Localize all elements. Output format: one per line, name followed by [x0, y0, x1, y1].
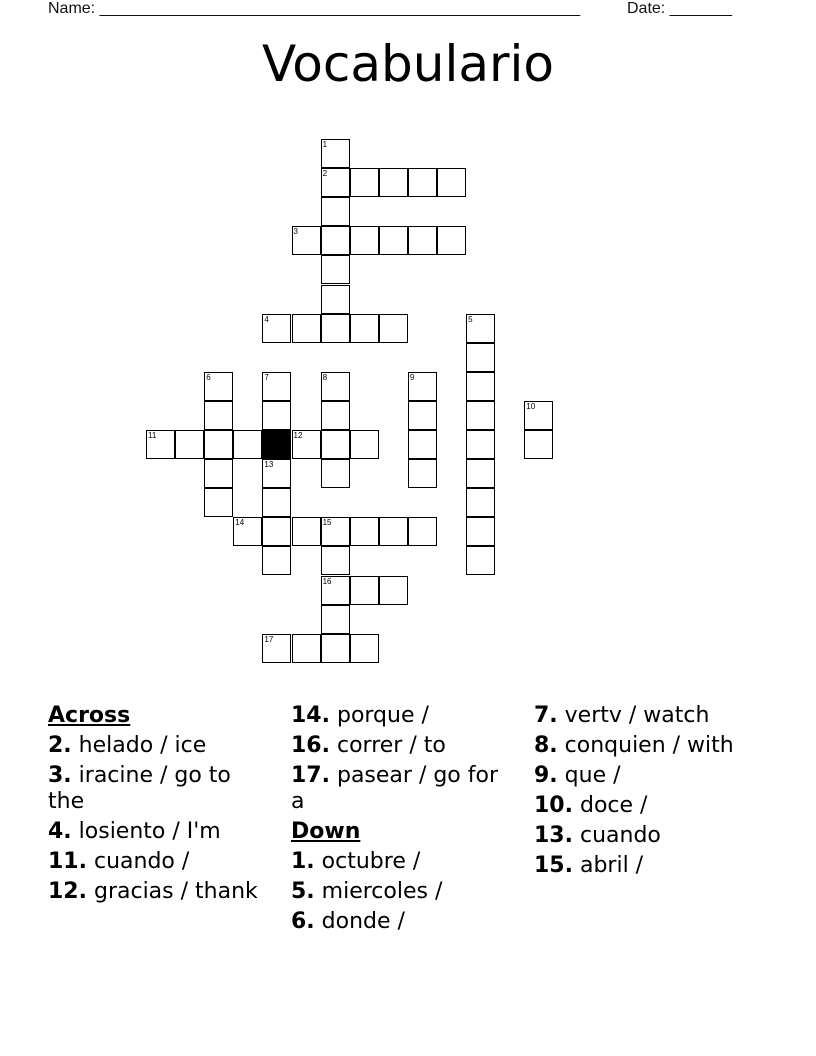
crossword-cell[interactable]	[466, 430, 495, 459]
clue-number: 2	[322, 169, 328, 179]
clues-column-2	[291, 703, 513, 939]
clue-text: donde /	[314, 909, 405, 934]
crossword-cell[interactable]	[321, 285, 350, 314]
crossword-cell[interactable]	[408, 459, 437, 488]
clue-item	[534, 733, 756, 759]
crossword-cell[interactable]	[292, 226, 321, 255]
clue-number: 16	[322, 576, 332, 586]
clue-item	[48, 763, 270, 815]
crossword-cell[interactable]	[379, 314, 408, 343]
crossword-cell[interactable]	[262, 401, 291, 430]
crossword-cell[interactable]	[350, 517, 379, 546]
crossword-cell[interactable]	[350, 226, 379, 255]
clue-number-label: 9.	[534, 763, 558, 788]
crossword-cell[interactable]	[262, 634, 291, 663]
clue-item	[291, 703, 513, 729]
crossword-cell[interactable]	[321, 168, 350, 197]
clue-text: doce /	[572, 793, 648, 818]
clue-number: 3	[293, 227, 298, 237]
crossword-cell[interactable]	[408, 430, 437, 459]
clue-number-label: 17.	[291, 763, 330, 788]
clue-number: 1	[322, 140, 328, 149]
crossword-cell[interactable]	[262, 517, 291, 546]
crossword-cell[interactable]	[466, 343, 495, 372]
clue-item	[534, 793, 756, 819]
crossword-cell[interactable]	[466, 372, 495, 401]
across-heading: Across	[48, 703, 131, 728]
down-heading: Down	[291, 819, 361, 844]
crossword-cell[interactable]	[379, 576, 408, 605]
crossword-cell[interactable]	[437, 226, 466, 255]
crossword-cell[interactable]	[321, 314, 350, 343]
clue-text: que /	[557, 763, 621, 788]
clue-number-label: 12.	[48, 879, 87, 904]
clue-item	[48, 733, 270, 759]
crossword-cell[interactable]	[408, 372, 437, 401]
clue-text: losiento / I'm	[71, 819, 221, 844]
crossword-cell[interactable]	[204, 372, 233, 401]
clue-text: helado / ice	[71, 733, 207, 758]
crossword-cell[interactable]	[204, 430, 233, 459]
crossword-cell[interactable]	[292, 634, 321, 663]
clue-item	[291, 909, 513, 935]
clue-text: conquien / with	[557, 733, 734, 758]
crossword-cell[interactable]	[408, 401, 437, 430]
clue-text: pasear / go for a	[291, 763, 499, 814]
crossword-cell[interactable]	[466, 488, 495, 517]
date-field-line: Date: _______	[627, 0, 732, 17]
crossword-cell[interactable]	[233, 517, 262, 546]
clue-item	[291, 763, 513, 815]
crossword-cell[interactable]	[466, 546, 495, 575]
crossword-cell[interactable]	[321, 139, 350, 168]
clue-number-label: 5.	[291, 879, 315, 904]
crossword-cell[interactable]	[292, 517, 321, 546]
clue-number-label: 2.	[48, 733, 72, 758]
crossword-cell[interactable]	[350, 168, 379, 197]
crossword-cell[interactable]	[466, 401, 495, 430]
clue-number: 6	[206, 372, 211, 382]
crossword-cell[interactable]	[408, 517, 437, 546]
crossword-cell[interactable]	[292, 430, 321, 459]
clue-item	[48, 879, 270, 905]
clue-number-label: 8.	[534, 733, 558, 758]
clue-text: gracias / thank	[86, 879, 258, 904]
crossword-cell[interactable]	[350, 634, 379, 663]
clue-item	[48, 819, 270, 845]
page-title: Vocabulario	[261, 35, 555, 93]
crossword-cell[interactable]	[321, 226, 350, 255]
crossword-cell[interactable]	[466, 314, 495, 343]
crossword-cell[interactable]	[233, 430, 262, 459]
clue-item	[534, 763, 756, 789]
crossword-cell[interactable]	[321, 605, 350, 634]
clue-number: 5	[468, 314, 473, 324]
name-field-line: Name: ______________________________________________________	[48, 0, 581, 17]
crossword-cell[interactable]	[262, 546, 291, 575]
crossword-block-cell	[262, 430, 291, 459]
across-clue-list	[48, 733, 270, 905]
crossword-cell[interactable]	[437, 168, 466, 197]
clue-item	[534, 823, 756, 849]
clue-number-label: 4.	[48, 819, 72, 844]
clue-item	[291, 879, 513, 905]
clue-number: 8	[322, 372, 328, 382]
crossword-cell[interactable]	[321, 546, 350, 575]
crossword-cell[interactable]	[408, 168, 437, 197]
clues-column-1	[48, 703, 270, 909]
clues-column-3	[534, 703, 756, 883]
crossword-cell[interactable]	[466, 459, 495, 488]
crossword-cell[interactable]	[204, 401, 233, 430]
crossword-cell[interactable]	[321, 372, 350, 401]
down-clue-list	[291, 849, 513, 935]
clue-number-label: 6.	[291, 909, 315, 934]
clue-item	[291, 733, 513, 759]
crossword-cell[interactable]	[204, 459, 233, 488]
crossword-cell[interactable]	[321, 459, 350, 488]
clue-text: porque /	[329, 703, 429, 728]
crossword-cell[interactable]	[350, 430, 379, 459]
clue-item	[48, 849, 270, 875]
crossword-cell[interactable]	[524, 430, 553, 459]
crossword-cell[interactable]	[175, 430, 204, 459]
crossword-cell[interactable]	[204, 488, 233, 517]
clue-number-label: 13.	[534, 823, 573, 848]
crossword-cell[interactable]	[321, 634, 350, 663]
crossword-cell[interactable]	[262, 314, 291, 343]
clue-item	[291, 849, 513, 875]
clue-number: 14	[235, 518, 245, 528]
clue-item	[534, 853, 756, 879]
crossword-cell[interactable]	[146, 430, 175, 459]
clue-text: cuando /	[86, 849, 190, 874]
clue-number-label: 15.	[534, 853, 573, 878]
crossword-cell[interactable]	[350, 576, 379, 605]
clue-number: 10	[526, 401, 536, 411]
crossword-cell[interactable]	[321, 576, 350, 605]
crossword-cell[interactable]	[379, 168, 408, 197]
crossword-cell[interactable]	[466, 517, 495, 546]
crossword-cell[interactable]	[292, 314, 321, 343]
clue-number-label: 16.	[291, 733, 330, 758]
crossword-cell[interactable]	[524, 401, 553, 430]
clue-number: 11	[148, 431, 157, 440]
clue-number-label: 7.	[534, 703, 558, 728]
crossword-cell[interactable]	[350, 314, 379, 343]
crossword-cell[interactable]	[321, 430, 350, 459]
clue-number-label: 10.	[534, 793, 573, 818]
clue-text: miercoles /	[314, 879, 443, 904]
clue-text: vertv / watch	[557, 703, 710, 728]
crossword-cell[interactable]	[408, 226, 437, 255]
down-clue-list-continued	[534, 703, 756, 879]
across-clue-list-continued	[291, 703, 513, 815]
crossword-cell[interactable]	[379, 517, 408, 546]
crossword-cell[interactable]	[262, 372, 291, 401]
clue-number-label: 11.	[48, 849, 87, 874]
clue-number: 13	[264, 460, 274, 470]
clue-number: 9	[409, 372, 415, 382]
clue-text: iracine / go to the	[48, 763, 231, 814]
clue-text: cuando	[572, 823, 661, 848]
clue-number-label: 1.	[291, 849, 315, 874]
crossword-cell[interactable]	[321, 401, 350, 430]
clue-number-label: 14.	[291, 703, 330, 728]
crossword-cell[interactable]	[379, 226, 408, 255]
crossword-cell[interactable]	[321, 255, 350, 284]
clue-number: 15	[322, 518, 332, 528]
clue-number: 7	[264, 372, 269, 382]
clue-text: octubre /	[314, 849, 421, 874]
clue-number-label: 3.	[48, 763, 72, 788]
clue-number: 4	[264, 314, 269, 324]
clue-text: abril /	[572, 853, 644, 878]
crossword-cell[interactable]	[262, 488, 291, 517]
clue-text: correr / to	[329, 733, 446, 758]
crossword-cell[interactable]	[262, 459, 291, 488]
clue-number: 12	[293, 431, 303, 440]
crossword-cell[interactable]	[321, 517, 350, 546]
crossword-cell[interactable]	[321, 197, 350, 226]
clue-number: 17	[264, 634, 274, 644]
clue-item	[534, 703, 756, 729]
